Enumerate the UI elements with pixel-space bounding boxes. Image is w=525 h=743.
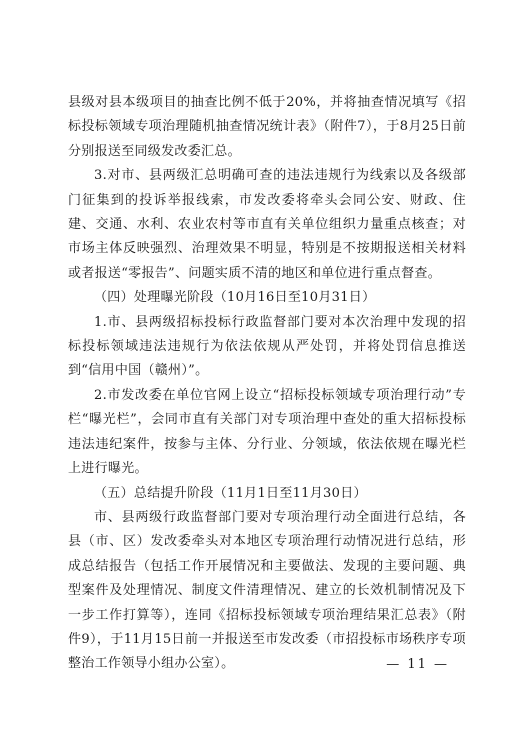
section-heading-summary: （五）总结提升阶段（11月1日至11月30日） bbox=[94, 485, 367, 501]
paragraph-exposure-column: 2.市发改委在单位官网上设立“招标投标领域专项治理行动”专栏“曝光栏”，会同市直有关部门对专项治理中查处的重大招标投标违法违纪案件，按参与主体、分行业、分领域，依法依规在曝光栏上进行曝光。 bbox=[68, 387, 466, 477]
section-heading-exposure: （四）处理曝光阶段（10月16日至10月31日） bbox=[94, 290, 376, 306]
paragraph-penalty: 1.市、县两级招标投标行政监督部门要对本次治理中发现的招标投标领域违法违规行为依法依规从严处罚，并将处罚信息推送到“信用中国（赣州）”。 bbox=[68, 314, 466, 379]
document-body bbox=[68, 91, 466, 677]
paragraph-summary-report: 市、县两级行政监督部门要对专项治理行动全面进行总结，各县（市、区）发改委牵头对本地区专项治理行动情况进行总结，形成总结报告（包括工作开展情况和主要做法、发现的主要问题、典型案件及处理情况、制度文件清理情况、建立的长效机制情况及下一步工作打算等），连同《招标投标领域专项治理结果汇总表》（附件9），于11月15日前一并报送至市发改委（市招投标市场秩序专项整治工作领导小组办公室）。 bbox=[68, 509, 466, 672]
paragraph-continuation: 县级对县本级项目的抽查比例不低于20%，并将抽查情况填写《招标投标领域专项治理随机抽查情况统计表》（附件7），于8月25日前分别报送至同级发改委汇总。 bbox=[68, 95, 466, 159]
page-number: — 11 — bbox=[386, 657, 449, 672]
paragraph-verification: 3.对市、县两级汇总明确可查的违法违规行为线索以及各级部门征集到的投诉举报线索，市发改委将牵头会同公安、财政、住建、交通、水利、农业农村等市直有关单位组织力量重点核查；对市场主体反映强烈、治理效果不明显，特别是不按期报送相关材料或者报送“零报告”、问题实质不清的地区和单位进行重点督查。 bbox=[68, 168, 466, 281]
